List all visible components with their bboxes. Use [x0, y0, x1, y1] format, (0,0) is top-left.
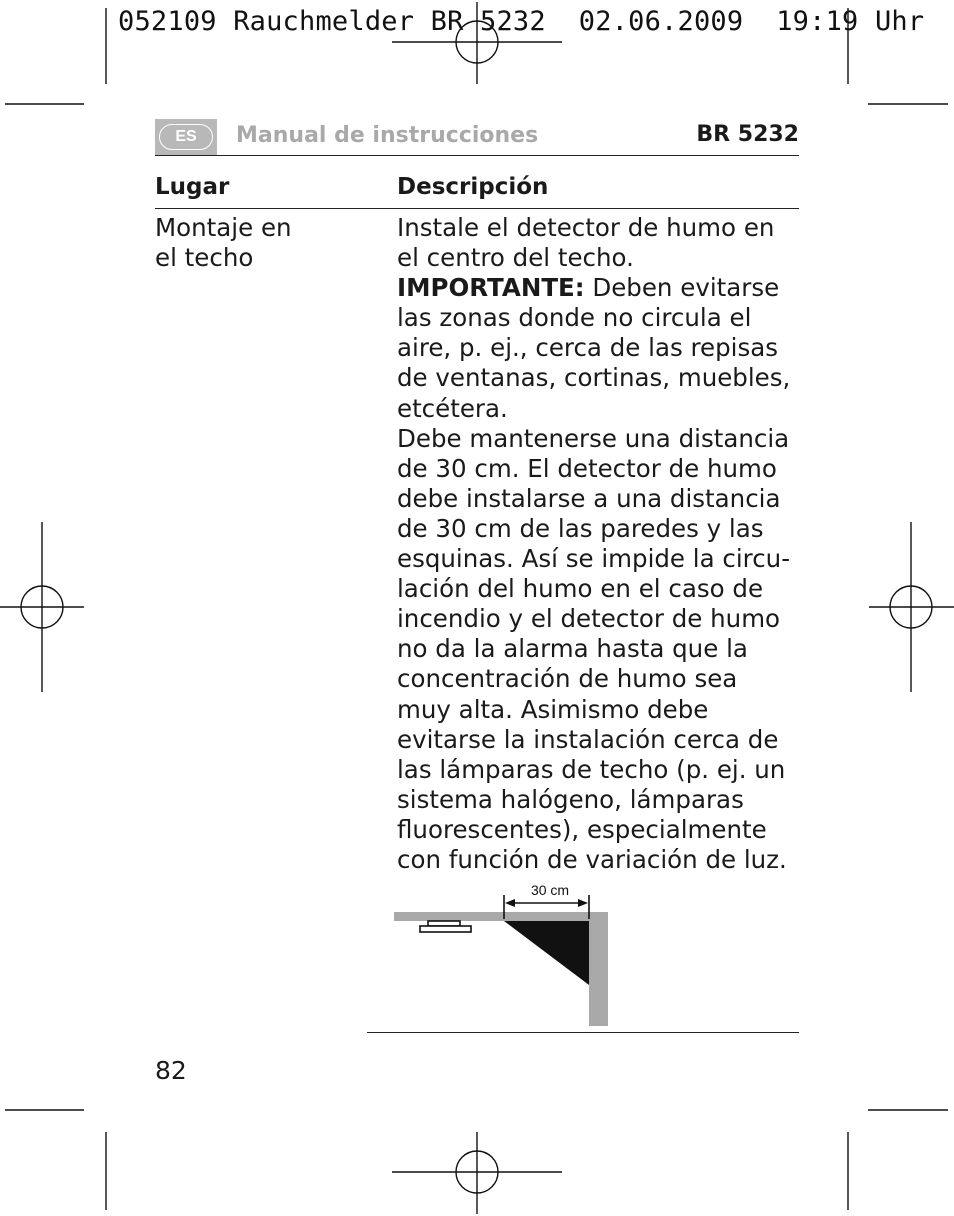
description-line: el centro del techo.: [397, 243, 634, 273]
description-line: concentración de humo sea: [397, 664, 738, 694]
bottom-divider: [367, 1032, 799, 1033]
description-line: de ventanas, cortinas, muebles,: [397, 363, 791, 393]
description-line: debe instalarse a una distancia: [397, 483, 781, 513]
column-header-description: Descripción: [397, 174, 549, 200]
print-slug-line: 052109 Rauchmelder BR 5232 02.06.2009 19:19 Uhr: [118, 6, 925, 37]
important-text: Deben evitarse: [584, 273, 780, 303]
description-line: incendio y el detector de humo: [397, 604, 781, 634]
description-cell: [397, 213, 817, 875]
description-line: Instale el detector de humo en: [397, 213, 775, 242]
ceiling-bar: [394, 912, 608, 921]
place-line: el techo: [155, 243, 254, 273]
manual-title: Manual de instrucciones: [236, 123, 539, 148]
description-line: aire, p. ej., cerca de las repisas: [397, 333, 779, 363]
description-line: lación del humo en el caso de: [397, 574, 764, 604]
important-line: [397, 273, 817, 303]
description-line: de 30 cm de las paredes y las: [397, 513, 764, 543]
description-line: evitarse la instalación cerca de: [397, 724, 779, 754]
place-line: Montaje en: [155, 213, 292, 242]
language-code: ES: [159, 124, 213, 150]
description-line: las zonas donde no circula el: [397, 303, 752, 333]
page-header: [155, 119, 799, 156]
model-number: BR 5232: [696, 122, 799, 147]
column-header-place: Lugar: [155, 174, 230, 200]
ceiling-mount-diagram: [388, 875, 618, 1030]
place-cell: [155, 213, 292, 273]
description-line: fluorescentes), especialmente: [397, 814, 767, 844]
page-number: 82: [155, 1056, 187, 1085]
description-line: esquinas. Así se impide la circu-: [397, 544, 791, 574]
wall-bar: [589, 912, 608, 1026]
description-line: muy alta. Asimismo debe: [397, 694, 709, 724]
dead-air-zone: [504, 921, 589, 985]
important-label: IMPORTANTE:: [397, 273, 585, 303]
description-line: con función de variación de luz.: [397, 844, 787, 874]
description-line: las lámparas de techo (p. ej. un: [397, 754, 786, 784]
description-line: de 30 cm. El detector de humo: [397, 453, 777, 483]
language-badge: [155, 119, 217, 155]
description-line: etcétera.: [397, 393, 508, 423]
description-line: Debe mantenerse una distancia: [397, 423, 790, 453]
distance-label: 30 cm: [530, 882, 570, 898]
description-line: no da la alarma hasta que la: [397, 634, 748, 664]
description-line: sistema halógeno, lámparas: [397, 784, 744, 814]
table-header-divider: [155, 208, 799, 209]
